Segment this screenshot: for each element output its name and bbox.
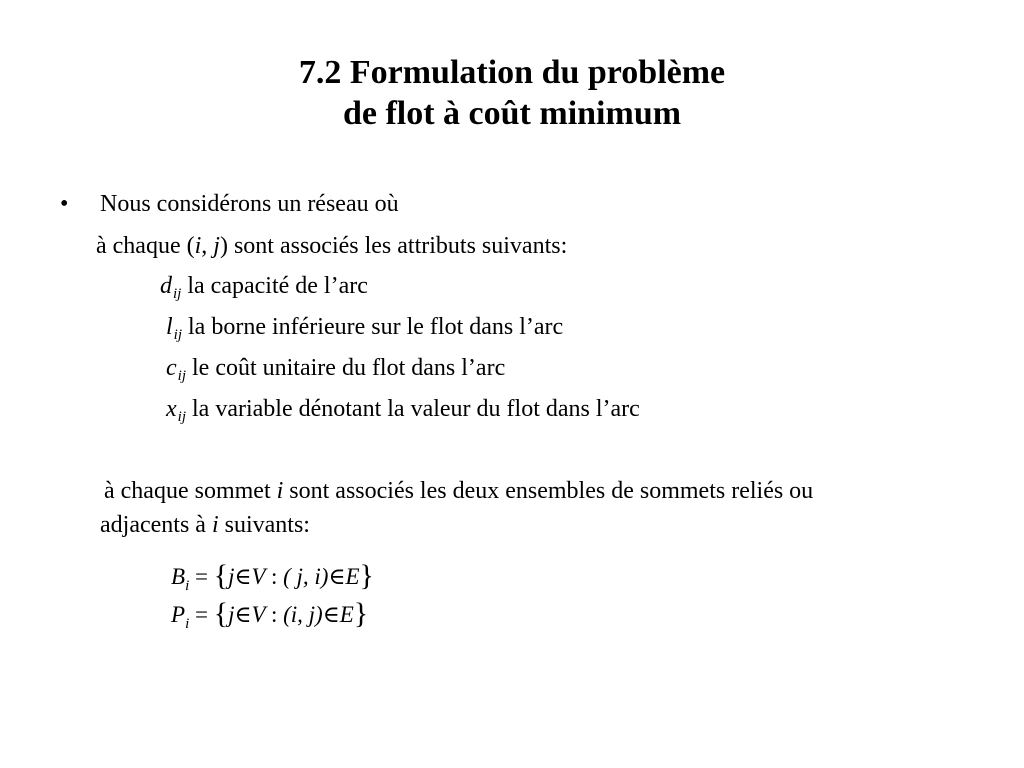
formula-lhs-subscript: i (185, 616, 190, 632)
arcs-lead-after: ) sont associés les attributs suivants: (219, 233, 568, 259)
attribute-symbol: l (166, 314, 173, 340)
arcs-lead-line (96, 232, 567, 260)
vertices-line-1-before: à chaque sommet (104, 478, 277, 504)
attribute-symbol: c (166, 355, 177, 381)
vertices-line-1-after: sont associés les deux ensembles de sommets reliés ou (283, 478, 814, 504)
formula-domain: V (251, 602, 266, 627)
equals-sign: = (194, 564, 214, 589)
attribute-subscript: ij (177, 409, 186, 425)
vertices-line-2-before: adjacents à (100, 512, 212, 538)
formula-successors (171, 598, 368, 633)
bullet-marker: • (60, 191, 69, 217)
attribute-text: la capacité de l’arc (181, 273, 368, 299)
vertices-line-1 (104, 477, 813, 505)
vertices-line-2 (100, 511, 310, 539)
arcs-comma: , (201, 233, 214, 259)
element-of-symbol: ∈ (322, 602, 340, 627)
attribute-text: la variable dénotant la valeur du flot dans l’arc (186, 396, 640, 422)
slide-title-line-1: 7.2 Formulation du problème (298, 54, 726, 91)
element-of-symbol: ∈ (234, 564, 252, 589)
open-brace: { (213, 597, 229, 630)
close-brace: } (353, 597, 369, 630)
attribute-text: la borne inférieure sur le flot dans l’arc (182, 314, 564, 340)
formula-domain: V (251, 564, 266, 589)
slide-title-line-2: de flot à coût minimum (342, 95, 682, 132)
intro-text: Nous considérons un réseau où (100, 191, 399, 217)
arcs-lead-before: à chaque ( (96, 233, 195, 259)
attribute-flow-variable (166, 395, 640, 426)
formula-set-var: j (228, 602, 235, 627)
attribute-capacity (160, 272, 368, 303)
arcs-var-j: j (213, 233, 220, 259)
formula-pair: ( j, i) (283, 564, 329, 589)
formula-target: E (339, 602, 354, 627)
close-brace: } (359, 559, 374, 592)
formula-colon: : (270, 602, 278, 627)
vertices-line-1-var: i (276, 478, 284, 504)
formula-predecessors (171, 560, 374, 595)
formula-lhs-subscript: i (185, 578, 190, 594)
attribute-subscript: ij (173, 286, 182, 302)
equals-sign: = (194, 602, 214, 627)
slide-title (0, 52, 1024, 134)
attribute-subscript: ij (177, 368, 186, 384)
open-brace: { (213, 559, 229, 592)
attribute-lower-bound (166, 313, 563, 344)
formula-set-var: j (228, 564, 235, 589)
vertices-line-2-var: i (211, 512, 219, 538)
attribute-symbol: d (160, 273, 172, 299)
formula-pair: (i, j) (283, 602, 323, 627)
formula-target: E (345, 564, 360, 589)
element-of-symbol: ∈ (234, 602, 252, 627)
formula-colon: : (270, 564, 278, 589)
element-of-symbol: ∈ (328, 564, 346, 589)
attribute-symbol: x (166, 396, 177, 422)
attribute-unit-cost (166, 354, 505, 385)
attribute-subscript: ij (173, 327, 183, 343)
formula-lhs: P (171, 602, 186, 627)
attribute-text: le coût unitaire du flot dans l’arc (186, 355, 506, 381)
formula-lhs: B (171, 564, 186, 589)
arcs-var-i: i (194, 233, 202, 259)
vertices-line-2-after: suivants: (218, 512, 310, 538)
